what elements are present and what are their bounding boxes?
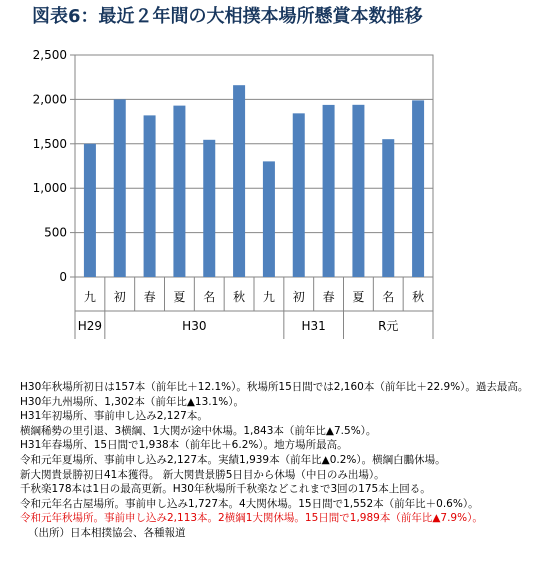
group-label: H30 xyxy=(182,319,207,333)
bar xyxy=(173,106,185,277)
y-tick-label: 2,500 xyxy=(32,48,67,62)
bar xyxy=(84,144,96,277)
source-note: （出所）日本相撲協会、各種報道 xyxy=(28,526,186,539)
note-line: H30年九州場所、1,302本（前年比▲13.1%）。 xyxy=(20,395,244,408)
note-line: 新大関貴景勝初日41本獲得。 新大関貴景勝5日目から休場（中日のみ出場）。 xyxy=(20,468,385,481)
y-tick-label: 1,500 xyxy=(32,136,67,151)
group-label: R元 xyxy=(378,319,399,333)
bar xyxy=(114,99,126,277)
x-tick-label: 春 xyxy=(143,290,156,304)
plot-area xyxy=(75,55,433,277)
x-tick-label: 春 xyxy=(322,290,335,304)
x-tick-label: 名 xyxy=(382,290,395,304)
notes-list xyxy=(20,380,555,541)
bar xyxy=(144,115,156,277)
x-tick-label: 秋 xyxy=(412,290,425,304)
note-line: 令和元年名古屋場所。事前申し込み1,727本。4大関休場。15日間で1,552本（前年比＋0.6%）。 xyxy=(20,497,479,510)
x-tick-label: 夏 xyxy=(352,290,365,304)
y-tick-label: 0 xyxy=(59,270,67,284)
bar xyxy=(382,139,394,277)
bar xyxy=(233,85,245,277)
x-tick-label: 初 xyxy=(292,290,305,304)
note-line: H31年春場所、15日間で1,938本（前年比＋6.2%）。地方場所最高。 xyxy=(20,439,348,452)
note-line: 令和元年夏場所、事前申し込み2,127本。実績1,939本（前年比▲0.2%）。横綱白鵬休場。 xyxy=(20,453,446,466)
note-line: 横綱稀勢の里引退、3横綱、1大関が途中休場。1,843本（前年比▲7.5%）。 xyxy=(20,424,377,437)
y-tick-label: 500 xyxy=(44,225,67,240)
note-line: 千秋楽178本は1日の最高更新。H30年秋場所千秋楽などこれまで3回の175本上回る。 xyxy=(20,483,431,496)
x-tick-label: 九 xyxy=(262,290,275,304)
x-tick-label: 九 xyxy=(83,290,96,304)
bar xyxy=(203,140,215,277)
x-tick-label: 秋 xyxy=(233,290,246,304)
bar xyxy=(323,105,335,277)
page-title: 図表6：最近２年間の大相撲本場所懸賞本数推移 xyxy=(32,6,423,27)
x-tick-label: 夏 xyxy=(173,290,186,304)
note-line: H30年秋場所初日は157本（前年比＋12.1%）。秋場所15日間では2,160本（前年比＋22.9%）。過去最高。 xyxy=(20,381,529,393)
x-tick-label: 初 xyxy=(113,290,126,304)
group-label: H31 xyxy=(301,319,326,333)
x-tick-label: 名 xyxy=(203,290,216,304)
y-tick-label: 1,000 xyxy=(32,181,67,196)
bar xyxy=(263,161,275,277)
group-label: H29 xyxy=(77,319,103,333)
bar xyxy=(293,113,305,277)
y-tick-label: 2,000 xyxy=(32,92,67,107)
note-line: H31年初場所、事前申し込み2,127本。 xyxy=(20,410,208,423)
bar xyxy=(352,105,364,277)
bar xyxy=(412,100,424,277)
note-line-highlight: 令和元年秋場所。事前申し込み2,113本。2横綱1大関休場。15日間で1,989本（前年比▲7.9%）。 xyxy=(20,512,483,525)
